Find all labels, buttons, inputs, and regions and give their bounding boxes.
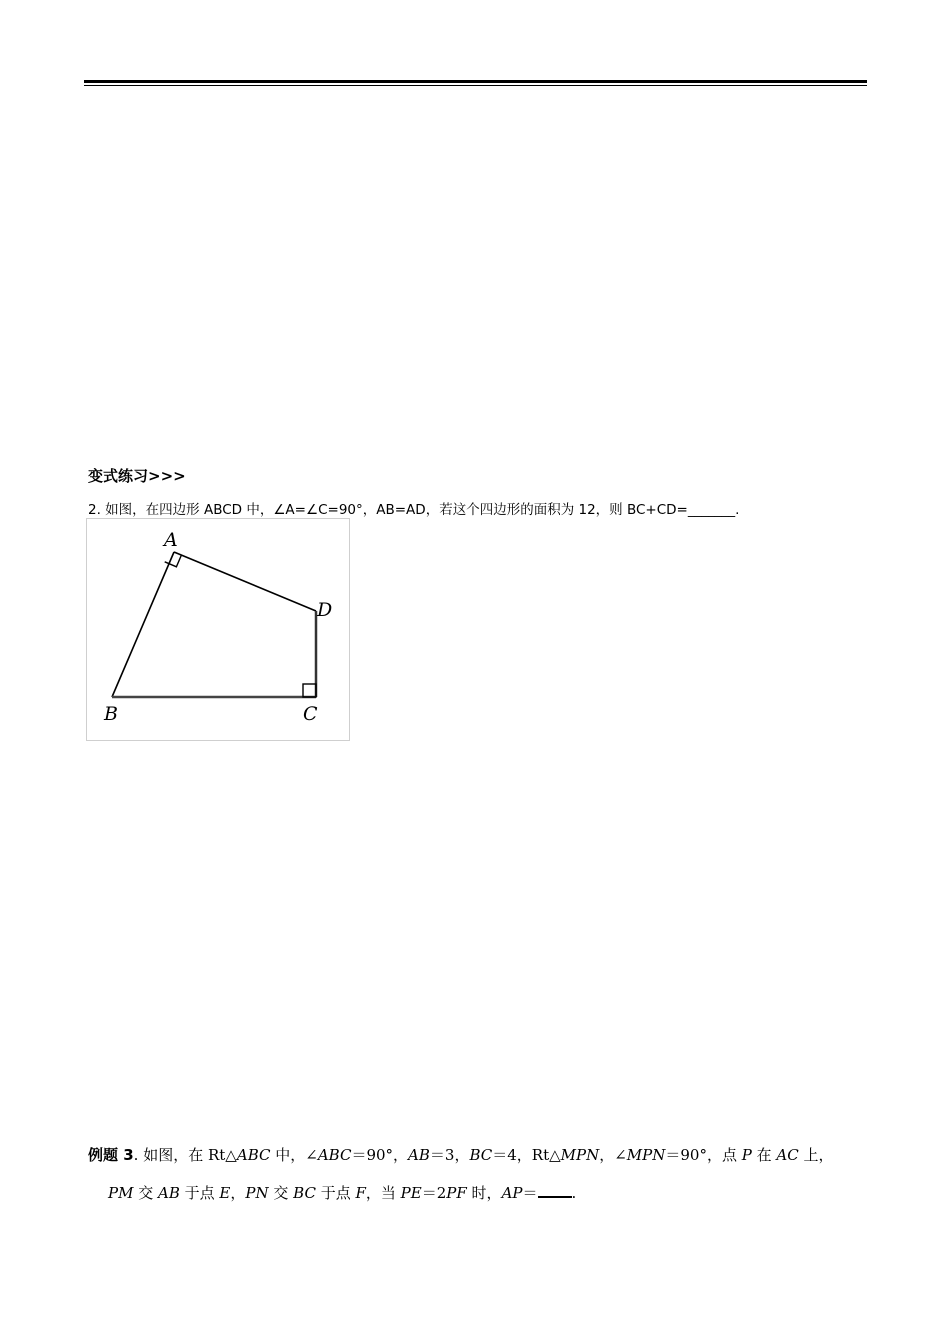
example-3-label: 例题 3: [88, 1146, 134, 1164]
point-label-a: A: [164, 529, 178, 551]
example-3: [88, 1136, 878, 1212]
answer-blank[interactable]: [538, 1183, 572, 1198]
example-3-line-2: PM 交 AB 于点 E，PN 交 BC 于点 F，当 PE＝2PF 时，AP＝ .: [108, 1184, 577, 1202]
point-label-b: B: [104, 703, 118, 725]
header-rule-thick: [84, 80, 867, 83]
point-label-d: D: [317, 599, 333, 621]
right-angle-mark-c: [303, 684, 316, 697]
example-3-line-1: 例题 3. 如图，在 Rt△ABC 中，∠ABC＝90°，AB＝3，BC＝4，Rt△MPN，∠MPN＝90°，点 P 在 AC 上，: [88, 1146, 834, 1164]
header-rule-thin: [84, 85, 867, 86]
quadrilateral-figure: [86, 518, 350, 741]
problem-2-text: 2. 如图，在四边形 ABCD 中，∠A=∠C=90°，AB=AD，若这个四边形的面积为 12，则 BC+CD=_______.: [88, 502, 740, 518]
segment-ab: [112, 552, 174, 697]
segment-ad: [174, 552, 316, 611]
point-label-c: C: [303, 703, 318, 725]
right-angle-mark-a: [165, 555, 182, 567]
section-title: 变式练习>>>: [88, 467, 186, 485]
